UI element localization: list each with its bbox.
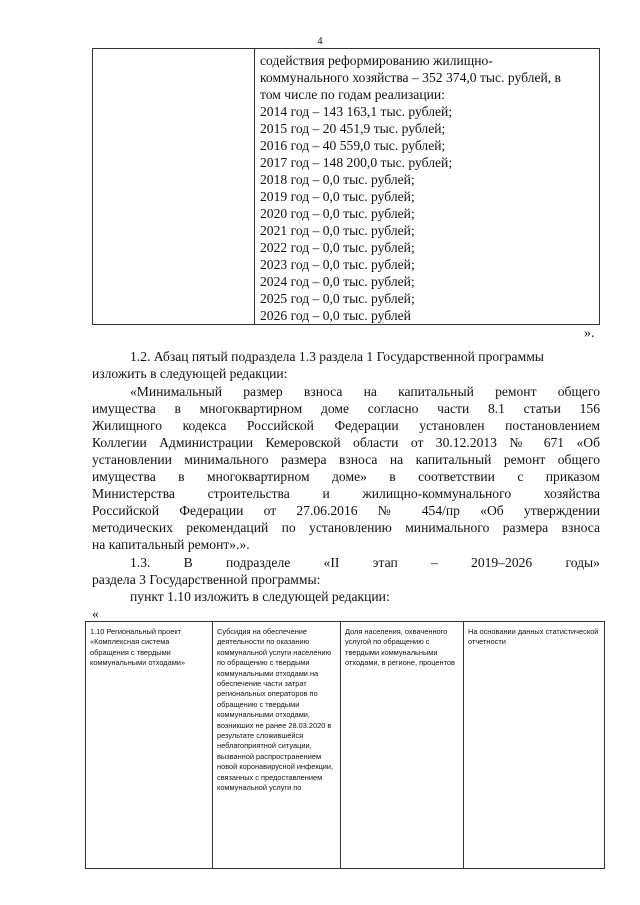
funding-line: 2023 год – 0,0 тыс. рублей; — [260, 257, 415, 272]
funding-line: 2024 год – 0,0 тыс. рублей; — [260, 274, 415, 289]
text-line: 1.2. Абзац пятый подраздела 1.3 раздела 1 Государственной программы — [130, 349, 544, 364]
funding-line: 2026 год – 0,0 тыс. рублей — [260, 308, 411, 323]
word: годы» — [565, 555, 600, 570]
text-line: имущества в многоквартирном доме» в соответствии с приказом — [92, 469, 600, 484]
funding-line: 2019 год – 0,0 тыс. рублей; — [260, 189, 415, 204]
cell-text: На основании данных статистической отчетности — [468, 627, 599, 647]
word: этап — [372, 555, 398, 570]
text-line: Жилищного кодекса Российской Федерации установлен постановлением — [92, 418, 600, 433]
funding-line: 2016 год – 40 559,0 тыс. рублей; — [260, 138, 446, 153]
funding-line: 2022 год – 0,0 тыс. рублей; — [260, 240, 415, 255]
closing-quote: ». — [584, 326, 595, 341]
funding-line: 2021 год – 0,0 тыс. рублей; — [260, 223, 415, 238]
text-line — [92, 554, 600, 571]
paragraph-1-2 — [92, 348, 600, 382]
word: «II — [323, 555, 340, 570]
funding-cell — [260, 52, 596, 324]
program-table — [85, 621, 605, 869]
text-line: Российской Федерации от 27.06.2016 № 454/пр «Об утверждении — [92, 503, 600, 518]
funding-line: содействия реформированию жилищно- — [260, 53, 493, 68]
funding-line: 2015 год – 20 451,9 тыс. рублей; — [260, 121, 446, 136]
paragraph-1-3 — [92, 554, 600, 605]
word: подразделе — [225, 555, 291, 570]
cell-text: Субсидия на обеспечение деятельности по оказанию коммунальной услуги населению по обращению с твердыми коммунальными отходами на обеспечение части затрат региональных операторов по обращению с твердыми коммунальными отходами, возникших не ранее 28.03.2020 в результате сложившейся неблагоприятной ситуации, вызванной распространением новой коронавирусной инфекции, связанных с предоставлением коммунальной услуги по — [217, 627, 334, 793]
word: В — [183, 555, 193, 570]
opening-quote: « — [92, 606, 99, 621]
table-cell-indicator — [341, 622, 464, 868]
text-line: пункт 1.10 изложить в следующей редакции: — [130, 589, 390, 604]
cell-text: 1.10 Региональный проект «Комплексная система обращения с твердыми коммунальными отходами» — [90, 627, 186, 668]
text-line: имущества в многоквартирном доме согласно части 8.1 статьи 156 — [92, 401, 600, 416]
text-line: раздела 3 Государственной программы: — [92, 572, 321, 587]
funding-line: 2018 год – 0,0 тыс. рублей; — [260, 172, 415, 187]
text-line: установлении минимального размера взноса на капитальный ремонт общего — [92, 452, 600, 467]
word: 2019–2026 — [471, 555, 533, 570]
text-line: на капитальный ремонт».». — [92, 537, 250, 552]
text-line: методических рекомендаций по установлению минимального размера взноса — [92, 520, 600, 535]
paragraph-quote — [92, 383, 600, 553]
word: – — [430, 555, 438, 570]
text-line: «Минимальный размер взноса на капитальный ремонт общего — [130, 384, 600, 399]
text-line: Коллегии Администрации Кемеровской области от 30.12.2013 № 671 «Об — [92, 435, 600, 450]
table-cell-project — [86, 622, 213, 868]
funding-line: коммунального хозяйства – 352 374,0 тыс. рублей, в — [260, 70, 561, 85]
table-column-divider — [254, 49, 255, 324]
table-cell-method — [464, 622, 604, 868]
table-cell-measure — [213, 622, 341, 868]
text-line: изложить в следующей редакции: — [92, 366, 288, 381]
funding-line: 2025 год – 0,0 тыс. рублей; — [260, 291, 415, 306]
funding-line: 2017 год – 148 200,0 тыс. рублей; — [260, 155, 453, 170]
word: 1.3. — [130, 555, 151, 570]
funding-line: 2020 год – 0,0 тыс. рублей; — [260, 206, 415, 221]
cell-text: Доля населения, охваченного услугой по обращению с твердыми коммунальными отходами, в регионе, процентов — [345, 627, 455, 668]
funding-line: 2014 год – 143 163,1 тыс. рублей; — [260, 104, 453, 119]
funding-table — [92, 48, 600, 325]
funding-line: том числе по годам реализации: — [260, 87, 445, 102]
text-line: Министерства строительства и жилищно-коммунального хозяйства — [92, 486, 600, 501]
page-number: 4 — [317, 36, 323, 47]
